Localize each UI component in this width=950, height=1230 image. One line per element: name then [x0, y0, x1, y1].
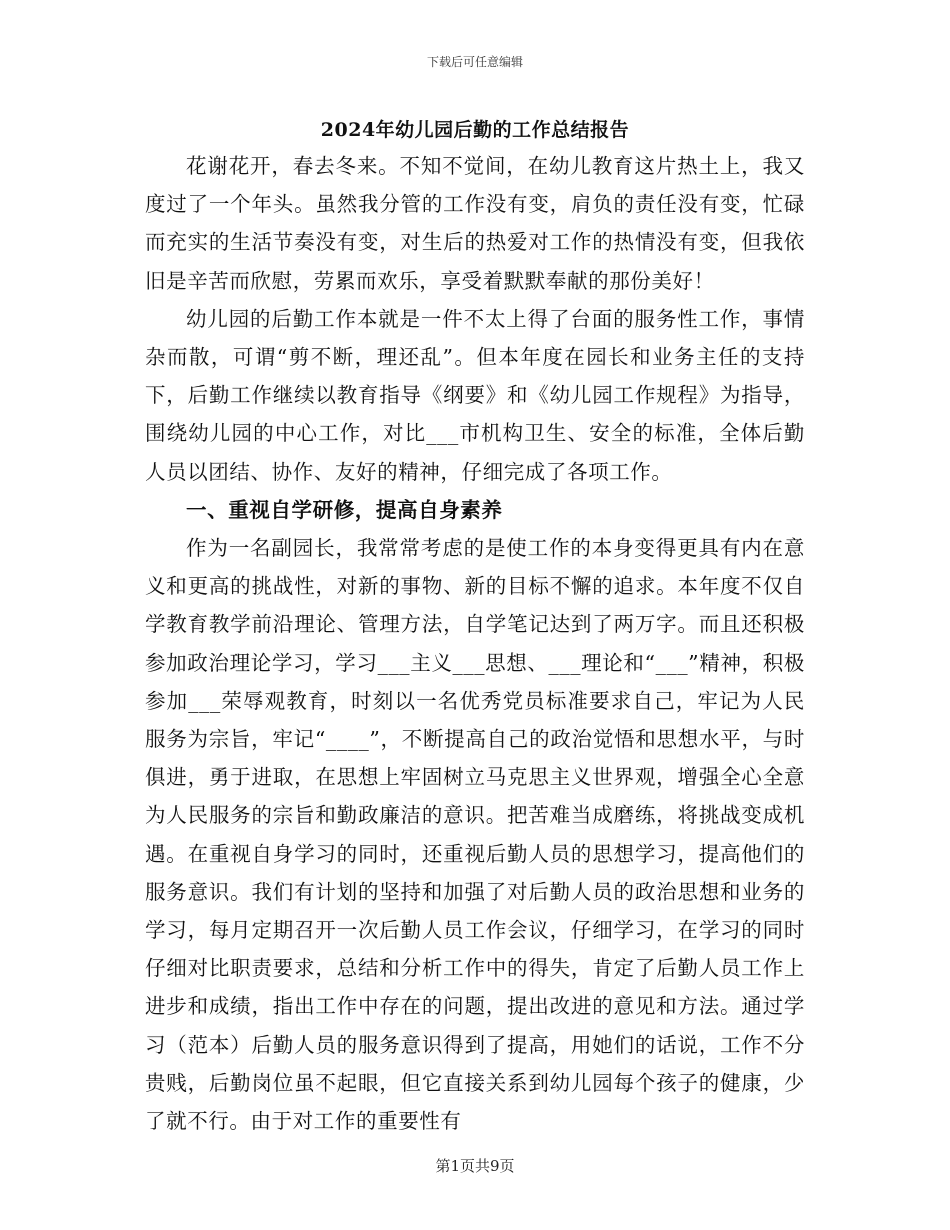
document-title: 2024年幼儿园后勤的工作总结报告 [320, 119, 630, 141]
page-number: 第1页共9页 [435, 1157, 515, 1175]
paragraph-intro: 花谢花开，春去冬来。不知不觉间，在幼儿教育这片热土上，我又度过了一个年头。虽然我分管的工作没有变，肩负的责任没有变，忙碌而充实的生活节奏没有变，对生后的热爱对工作的热情没有变，但我依旧是辛苦而欣慰，劳累而欢乐，享受着默默奉献的那份美好！ [145, 154, 805, 293]
paragraph-self-study: 作为一名副园长，我常常考虑的是使工作的本身变得更具有内在意义和更高的挑战性，对新的事物、新的目标不懈的追求。本年度不仅自学教育教学前沿理论、管理方法，自学笔记达到了两万字。而且还积极参加政治理论学习，学习___主义___思想、___理论和“___”精神，积极参加___荣辱观教育，时刻以一名优秀党员标准要求自己，牢记为人民服务为宗旨，牢记“____”，不断提高自己的政治觉悟和思想水平，与时俱进，勇于进取，在思想上牢固树立马克思主义世界观，增强全心全意为人民服务的宗旨和勤政廉洁的意识。把苦难当成磨练，将挑战变成机遇。在重视自身学习的同时，还重视后勤人员的思想学习，提高他们的服务意识。我们有计划的坚持和加强了对后勤人员的政治思想和业务的学习，每月定期召开一次后勤人员工作会议，仔细学习，在学习的同时仔细对比职责要求，总结和分析工作中的得失，肯定了后勤人员工作上进步和成绩，指出工作中存在的问题，提出改进的意见和方法。通过学习（范本）后勤人员的服务意识得到了提高，用她们的话说，工作不分贵贱，后勤岗位虽不起眼，但它直接关系到幼儿园每个孩子的健康，少了就不行。由于对工作的重要性有 [145, 536, 805, 1134]
paragraph-logistics-overview: 幼儿园的后勤工作本就是一件不太上得了台面的服务性工作，事情杂而散，可谓“剪不断，理还乱”。但本年度在园长和业务主任的支持下，后勤工作继续以教育指导《纲要》和《幼儿园工作规程》为指导，围绕幼儿园的中心工作，对比___市机构卫生、安全的标准，全体后勤人员以团结、协作、友好的精神，仔细完成了各项工作。 [145, 306, 805, 484]
document-body [145, 147, 805, 1140]
page-header-note: 下载后可任意编辑 [426, 55, 523, 69]
section-heading-self-study: 一、重视自学研修，提高自身素养 [186, 497, 503, 522]
